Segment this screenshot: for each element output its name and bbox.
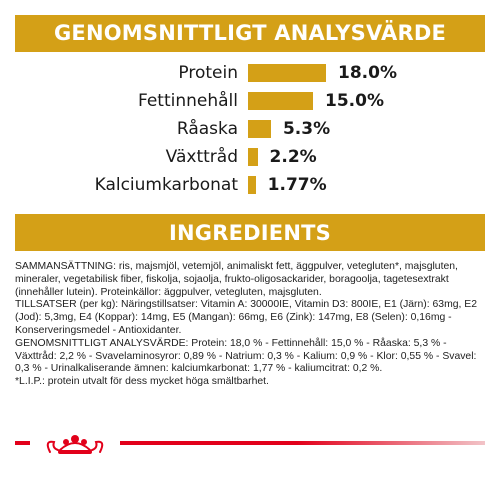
value-label: 5.3%: [282, 119, 331, 139]
analysis-paragraph: GENOMSNITTLIGT ANALYSVÄRDE: Protein: 18,0 % - Fettinnehåll: 15,0 % - Råaska: 5,3 % - Växttråd: 2,2 % - Svavelaminosyror: 0,89 % - Natrium: 0,3 % - Kalium: 0,9 % - Klor: 0,55 % - Svavel: 0,3 % - Urinalkaliserande ämnen: kalciumkarbonat: 1,77 % - kaliumcitrat: 0,2 %.: [15, 337, 477, 375]
category-label: Råaska: [176, 119, 238, 139]
ingredients-text: [15, 261, 487, 389]
chart-row: [0, 145, 500, 169]
analysis-banner: GENOMSNITTLIGT ANALYSVÄRDE: [15, 15, 485, 52]
category-label: Fettinnehåll: [137, 91, 238, 111]
value-bar: [248, 148, 258, 166]
value-bar: [248, 92, 313, 110]
category-label: Kalciumkarbonat: [94, 175, 238, 195]
chart-row: [0, 173, 500, 197]
value-label: 15.0%: [325, 91, 384, 111]
brand-logo: [30, 432, 120, 458]
chart-row: [0, 117, 500, 141]
value-bar: [248, 64, 326, 82]
category-label: Växttråd: [165, 147, 238, 167]
value-label: 1.77%: [267, 175, 327, 195]
value-bar: [248, 176, 256, 194]
value-bar: [248, 120, 271, 138]
value-label: 2.2%: [269, 147, 317, 167]
crown-icon: [30, 432, 120, 458]
composition-paragraph: SAMMANSÄTTNING: ris, majsmjöl, vetemjöl, animaliskt fett, äggpulver, vetegluten*, majsgluten, mineraler, vegetabilisk fiber, fiskolja, sojaolja, frukto-oligosackarider, boragoolja, tagetesextrakt (innehåller lutein). Proteinkällor: äggpulver, vetegluten, majsgluten.: [15, 261, 458, 298]
additives-paragraph: TILLSATSER (per kg): Näringstillsatser: Vitamin A: 30000IE, Vitamin D3: 800IE, E1 (Järn): 63mg, E2 (Jod): 5,3mg, E4 (Koppar): 14mg, E5 (Mangan): 66mg, E6 (Zink): 147mg, E8 (Selen): 0,16mg - Konserveringsmedel - Antioxidanter.: [15, 299, 478, 336]
category-label: Protein: [178, 63, 238, 83]
chart-row: [0, 61, 500, 85]
chart-row: [0, 89, 500, 113]
ingredients-banner: INGREDIENTS: [15, 214, 485, 251]
footnote-paragraph: *L.I.P.: protein utvalt för dess mycket höga smältbarhet.: [15, 376, 269, 388]
value-label: 18.0%: [338, 63, 397, 83]
